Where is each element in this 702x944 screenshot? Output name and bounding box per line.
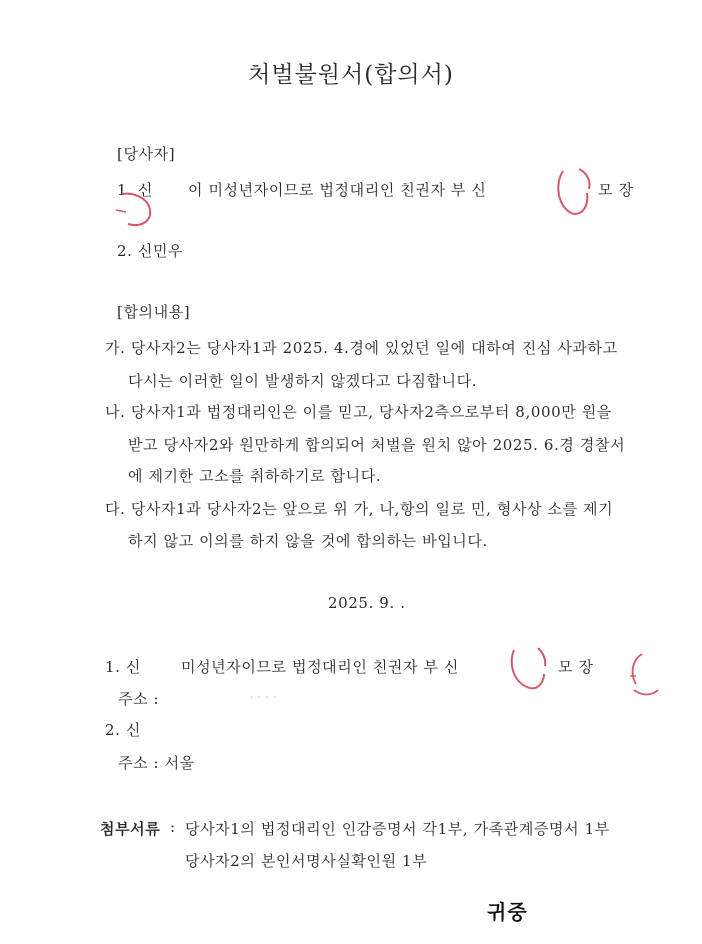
signature-mark-2 bbox=[626, 650, 662, 700]
clause-na-line3: 에 제기한 고소를 취하하기로 합니다. bbox=[128, 467, 382, 485]
seal-stamp-mark-2 bbox=[508, 640, 548, 696]
sign1-text: 미성년자이므로 법정대리인 친권자 부 신 bbox=[181, 658, 460, 676]
signature-mark bbox=[112, 190, 158, 230]
sign2-prefix: 2. 신 bbox=[105, 721, 141, 739]
clause-da-line2: 하지 않고 이의를 하지 않을 것에 합의하는 바입니다. bbox=[128, 532, 488, 550]
sign1-prefix: 1. 신 bbox=[105, 658, 141, 676]
document-title: 처벌불원서(합의서) bbox=[248, 62, 454, 88]
redaction-residue: - - - - bbox=[250, 692, 278, 703]
clause-ga-line1: 가. 당사자2는 당사자1과 2025. 4.경에 있었던 일에 대하여 진심 사과하고 bbox=[105, 339, 618, 357]
clause-ga-line2: 다시는 이러한 일이 발생하지 않겠다고 다짐합니다. bbox=[128, 372, 478, 390]
closing-addressee: 귀중 bbox=[487, 900, 528, 924]
party1-suffix: 모 장 bbox=[598, 181, 634, 199]
clause-na-line1: 나. 당사자1과 법정대리인은 이를 믿고, 당사자2측으로부터 8,000만 원을 bbox=[105, 403, 612, 421]
sign1-address-label: 주소 : bbox=[118, 690, 160, 708]
clause-na-line2: 받고 당사자2와 원만하게 합의되어 처벌을 원치 않아 2025. 6.경 경찰서 bbox=[128, 436, 626, 454]
sign1-suffix: 모 장 bbox=[558, 658, 594, 676]
clause-da-line1: 다. 당사자1과 당사자2는 앞으로 위 가, 나,항의 일로 민, 형사상 소를 제기 bbox=[105, 500, 614, 518]
agreement-header: [합의내용] bbox=[117, 303, 191, 321]
sign2-address: 주소 : 서울 bbox=[118, 754, 195, 772]
parties-header: [당사자] bbox=[117, 145, 176, 163]
attachments-label: 첨부서류 bbox=[100, 820, 161, 838]
attachment-item-2: 당사자2의 본인서명사실확인원 1부 bbox=[185, 852, 428, 870]
party1-text: 이 미성년자이므로 법정대리인 친권자 부 신 bbox=[188, 181, 487, 199]
document-date: 2025. 9. . bbox=[328, 594, 406, 612]
party2-line: 2. 신민우 bbox=[117, 242, 184, 260]
attachments-colon: : bbox=[170, 818, 176, 836]
seal-stamp-mark bbox=[553, 163, 593, 221]
attachment-item-1: 당사자1의 법정대리인 인감증명서 각1부, 가족관계증명서 1부 bbox=[185, 820, 610, 838]
party1-prefix: 1. 신 bbox=[117, 181, 153, 199]
